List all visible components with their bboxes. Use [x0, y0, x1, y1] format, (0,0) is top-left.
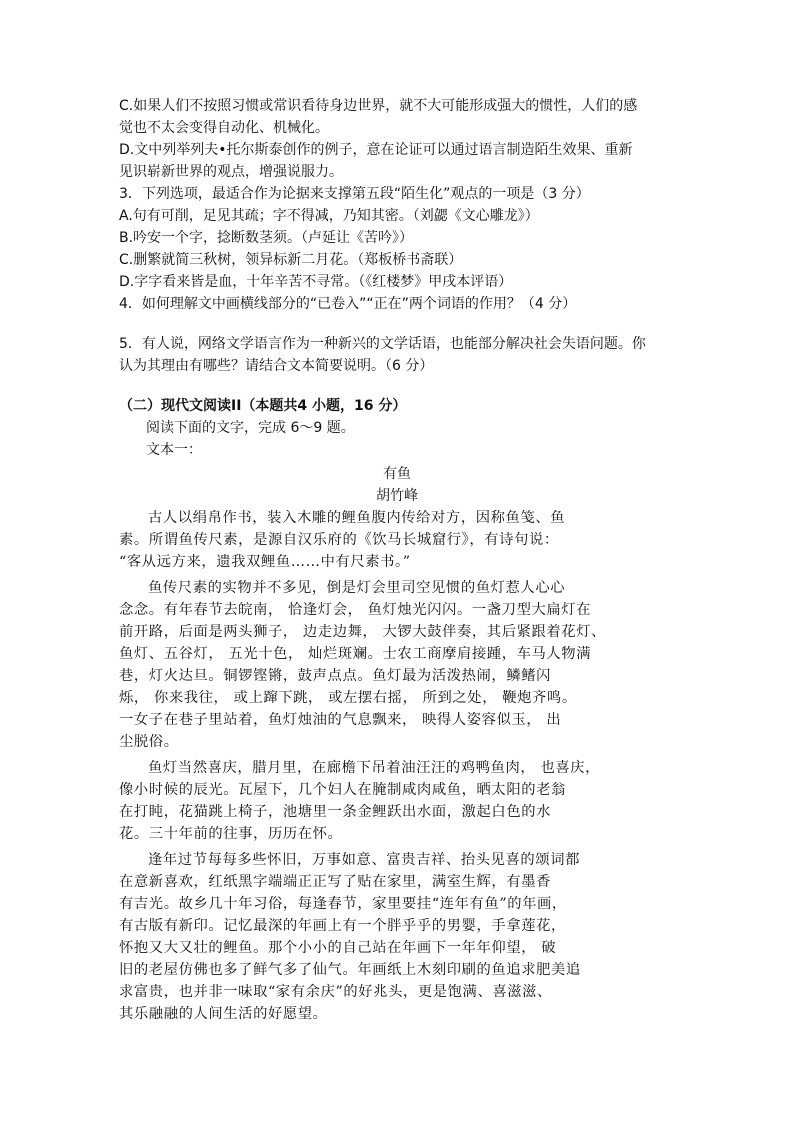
paragraph-2-line: 尘脱俗。: [119, 734, 179, 750]
article-author: 胡竹峰: [376, 488, 418, 504]
paragraph-2-line: 前开路，后面是两头狮子， 边走边舞， 大锣大鼓伴奏，其后紧跟着花灯、: [119, 624, 606, 640]
question-4: 4．如何理解文中画横线部分的“已卷入”“正在”两个词语的作用？（4 分）: [119, 296, 577, 312]
paragraph-4-line: 其乐融融的人间生活的好愿望。: [119, 1006, 328, 1022]
paragraph-4-line: 求富贵，也并非一味取“家有余庆”的好兆头，更是饱满、喜滋滋、: [119, 984, 552, 1000]
reading-instruction: 阅读下面的文字，完成 6～9 题。: [146, 420, 355, 436]
question-3-stem: 3．下列选项，最适合作为论据来支撑第五段“陌生化”观点的一项是（3 分）: [119, 186, 590, 202]
paragraph-1-line: 素。所谓鱼传尺素，是源自汉乐府的《饮马长城窟行》，有诗句说：: [119, 532, 559, 548]
paragraph-2-line: 念念。有年春节去皖南， 恰逢灯会， 鱼灯烛光闪闪。一盏刀型大扁灯在: [119, 602, 592, 618]
paragraph-1-line: 古人以绢帛作书，装入木雕的鲤鱼腹内传给对方，因称鱼笺、鱼: [148, 510, 566, 526]
paragraph-2-line: 巷，灯火达旦。铜锣铿锵，鼓声点点。鱼灯最为活泼热闹，鳞鳍闪: [119, 668, 552, 684]
paragraph-2-line: 鱼灯、五谷灯， 五光十色， 灿烂斑斓。士农工商摩肩接踵，车马人物满: [119, 646, 592, 662]
question-2-option-c-line-1: C.如果人们不按照习惯或常识看待身边世界，就不大可能形成强大的惯性，人们的感: [119, 98, 638, 114]
question-3-option-d: D.字字看来皆是血，十年辛苦不寻常。（《红楼梦》甲戌本评语）: [119, 274, 513, 290]
question-5-line-1: 5．有人说，网络文学语言作为一种新兴的文学话语，也能部分解决社会失语问题。你: [119, 336, 646, 352]
question-3-option-b: B.吟安一个字，捻断数茎须。（卢延让《苦吟》）: [119, 230, 414, 246]
paragraph-4-line: 有古版有新印。记忆最深的年画上有一个胖乎乎的男婴，手拿莲花，: [119, 918, 566, 934]
paragraph-2-line: 烁， 你来我往， 或上蹿下跳， 或左摆右摇， 所到之处， 鞭炮齐鸣。: [119, 690, 577, 706]
paragraph-1-line: “客从远方来，遗我双鲤鱼……中有尺素书。”: [119, 554, 411, 570]
paragraph-3-line: 花。三十年前的往事，历历在怀。: [119, 826, 343, 842]
paragraph-4-line: 在意新喜欢，红纸黑字端端正正写了贴在家里，满室生辉，有墨香: [119, 874, 552, 890]
section-heading: （二）现代文阅读II（本题共4 小题，16 分）: [119, 398, 407, 414]
paragraph-4-line: 旧的老屋仿佛也多了鲜气多了仙气。年画纸上木刻印刷的鱼追求肥美追: [119, 962, 581, 978]
question-5-line-2: 认为其理由有哪些？请结合文本简要说明。（6 分）: [119, 358, 434, 374]
paragraph-3-line: 鱼灯当然喜庆，腊月里，在廊檐下吊着油汪汪的鸡鸭鱼肉， 也喜庆，: [148, 760, 601, 776]
paragraph-3-line: 像小时候的辰光。瓦屋下，几个妇人在腌制咸肉咸鱼，晒太阳的老翁: [119, 782, 566, 798]
paragraph-4-line: 逢年过节每每多些怀旧，万事如意、富贵吉祥、抬头见喜的颂词都: [148, 852, 581, 868]
paragraph-2-line: 一女子在巷子里站着，鱼灯烛油的气息飘来， 映得人姿容似玉， 出: [119, 712, 562, 728]
paragraph-3-line: 在打盹，花猫跳上椅子，池塘里一条金鲤跃出水面，激起白色的水: [119, 804, 552, 820]
question-3-option-c: C.删繁就简三秋树，领异标新二月花。（郑板桥书斋联）: [119, 252, 463, 268]
question-2-option-d-line-1: D.文中列举列夫•托尔斯泰创作的例子，意在论证可以通过语言制造陌生效果、重新: [119, 142, 633, 158]
paragraph-4-line: 有吉光。故乡几十年习俗，每逢春节，家里要挂“连年有鱼”的年画，: [119, 896, 567, 912]
paragraph-2-line: 鱼传尺素的实物并不多见，倒是灯会里司空见惯的鱼灯惹人心心: [148, 580, 566, 596]
paragraph-4-line: 怀抱又大又壮的鲤鱼。那个小小的自己站在年画下一年年仰望， 破: [119, 940, 557, 956]
question-3-option-a: A.句有可削，足见其疏；字不得减，乃知其密。（刘勰《文心雕龙》）: [119, 208, 539, 224]
article-title: 有鱼: [383, 466, 411, 482]
question-2-option-c-line-2: 觉也不太会变得自动化、机械化。: [119, 120, 329, 136]
question-2-option-d-line-2: 见识崭新世界的观点，增强说服力。: [119, 164, 343, 180]
text-one-label: 文本一：: [146, 442, 202, 458]
